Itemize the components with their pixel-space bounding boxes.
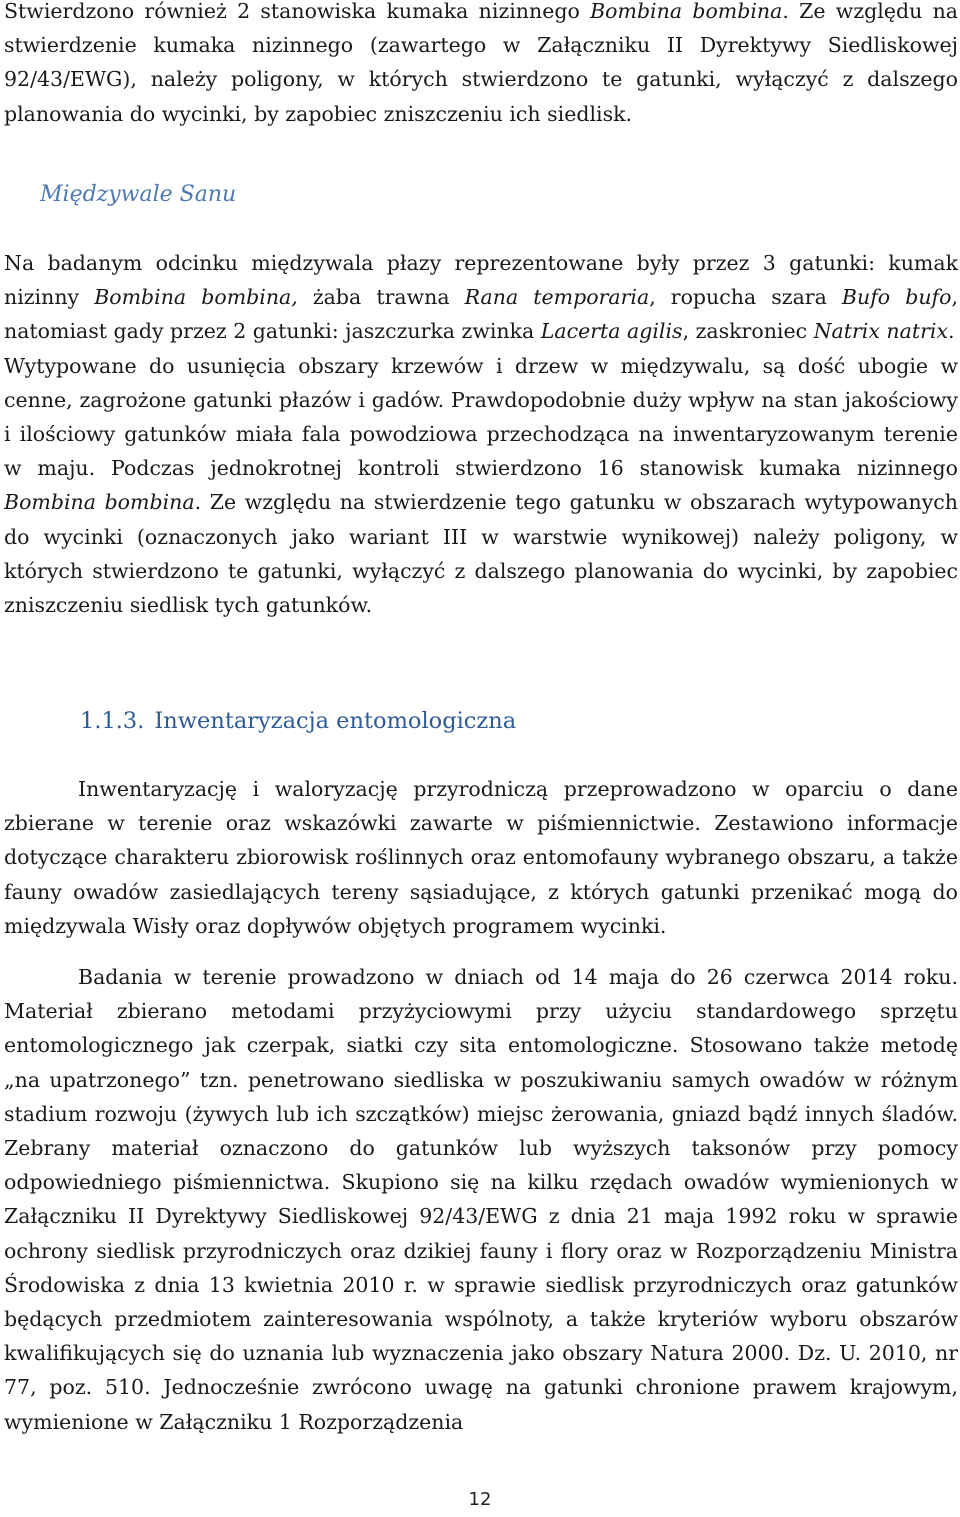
paragraph-entomology-intro bbox=[4, 772, 958, 943]
species-name: Bombina bombina bbox=[590, 0, 783, 23]
species-name: Natrix natrix bbox=[813, 319, 949, 344]
text-run: żaba trawna bbox=[297, 285, 465, 310]
text-run: , ropucha szara bbox=[649, 285, 842, 310]
species-name: Rana temporaria bbox=[464, 285, 650, 310]
section-number: 1.1.3. bbox=[80, 708, 145, 734]
text-run: , natomiast gady przez 2 gatunki: jaszczurka zwinka bbox=[4, 285, 958, 344]
paragraph-entomology-methods bbox=[4, 960, 958, 1439]
text-run: . Ze względu na stwierdzenie kumaka nizinnego (zawartego w Załączniku II Dyrektywy Siedliskowej 92/43/EWG), należy poligony, w których stwierdzono te gatunki, wyłączyć z dalszego planowania do wycinki, by zapobiec zniszczeniu ich siedlisk. bbox=[4, 0, 958, 126]
section-heading bbox=[80, 708, 516, 734]
species-name: Bombina bombina, bbox=[94, 285, 298, 310]
species-name: Bombina bombina bbox=[4, 490, 195, 515]
text-run: , zaskroniec bbox=[682, 319, 814, 344]
paragraph-entomology-intro-text: Inwentaryzację i waloryzację przyrodniczą przeprowadzono w oparciu o dane zbierane w terenie oraz wskazówki zawarte w piśmiennictwie. Zestawiono informacje dotyczące charakteru zbiorowisk roślinnych oraz entomofauny wybranego obszaru, a także fauny owadów zasiedlających tereny sąsiadujące, z których gatunki przenikać mogą do międzywala Wisły oraz dopływów objętych programem wycinki. bbox=[4, 777, 958, 938]
page-number: 12 bbox=[468, 1489, 492, 1510]
text-run: Wytypowane do usunięcia obszary krzewów i drzew w międzywalu, są dość ubogie w cenne, zagrożone gatunki płazów i gadów. Prawdopodobnie duży wpływ na stan jakościowy i ilościowy gatunków miała fala powodziowa przechodząca na inwentaryzowanym terenie w maju. Podczas jednokrotnej kontroli stwierdzono 16 stanowisk kumaka nizinnego bbox=[4, 353, 958, 481]
subheading-miedzywale-sanu: Międzywale Sanu bbox=[40, 182, 237, 207]
text-run: Stwierdzono również 2 stanowiska kumaka nizinnego bbox=[4, 0, 591, 23]
text-run: Na badanym odcinku międzywala płazy reprezentowane były przez 3 gatunki: kumak nizinny bbox=[4, 251, 958, 310]
species-name: Bufo bufo bbox=[841, 285, 952, 310]
paragraph-amphibians-summary bbox=[4, 0, 958, 131]
paragraph-entomology-methods-text: Badania w terenie prowadzono w dniach od 14 maja do 26 czerwca 2014 roku. Materiał zbierano metodami przyżyciowymi przy użyciu standardowego sprzętu entomologicznego jak czerpak, siatki czy sita entomologiczne. Stosowano także metodę „na upatrzonego” tzn. penetrowano siedliska w poszukiwaniu samych owadów w różnym stadium rozwoju (żywych lub ich szczątków) miejsc żerowania, gniazd bądź innych śladów. Zebrany materiał oznaczono do gatunków lub wyższych taksonów przy pomocy odpowiedniego piśmiennictwa. Skupiono się na kilku rzędach owadów wymienionych w Załączniku II Dyrektywy Siedliskowej 92/43/EWG z dnia 21 maja 1992 roku w sprawie ochrony siedlisk przyrodniczych oraz dzikiej fauny i flory oraz w Rozporządzeniu Ministra Środowiska z dnia 13 kwietnia 2010 r. w sprawie siedlisk przyrodniczych oraz gatunków będących przedmiotem zainteresowania wspólnoty, a także kryteriów wyboru obszarów kwalifikujących się do uznania lub wyznaczenia jako obszary Natura 2000. Dz. U. 2010, nr 77, poz. 510. Jednocześnie zwrócono uwagę na gatunki chronione prawem krajowym, wymienione w Załączniku 1 Rozporządzenia bbox=[4, 965, 958, 1434]
species-name: Lacerta agilis bbox=[540, 319, 683, 344]
text-run: . Ze względu na stwierdzenie tego gatunku w obszarach wytypowanych do wycinki (oznaczonych jako wariant III w warstwie wynikowej) należy poligony, w których stwierdzono te gatunki, wyłączyć z dalszego planowania do wycinki, by zapobiec zniszczeniu siedlisk tych gatunków. bbox=[4, 490, 958, 618]
text-run: . bbox=[948, 319, 955, 344]
paragraph-miedzywale-sanu bbox=[4, 246, 958, 622]
section-title: Inwentaryzacja entomologiczna bbox=[154, 708, 517, 734]
